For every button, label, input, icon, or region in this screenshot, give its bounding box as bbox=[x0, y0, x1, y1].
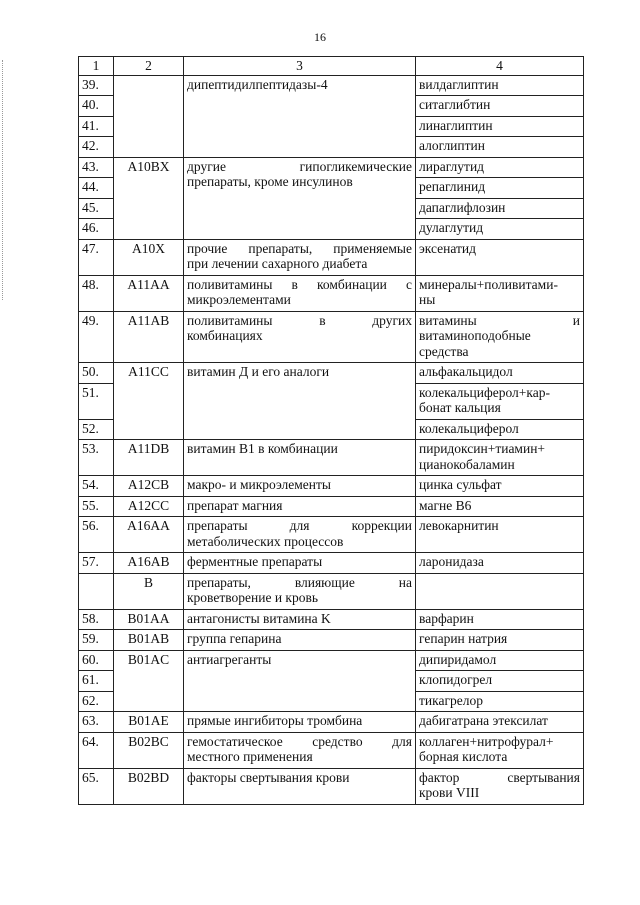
atc-code: A12CC bbox=[114, 496, 184, 517]
drug-name: линаглиптин bbox=[416, 116, 584, 137]
group-name: препарат магния bbox=[184, 496, 416, 517]
row-number: 39. bbox=[79, 75, 114, 96]
drug-name: дулаглутид bbox=[416, 219, 584, 240]
row-number: 52. bbox=[79, 419, 114, 440]
atc-code: A12CB bbox=[114, 476, 184, 497]
atc-code: A10BX bbox=[114, 157, 184, 239]
group-name: поливитамины в других комбинациях bbox=[184, 311, 416, 363]
table-row bbox=[79, 553, 584, 574]
drug-name: алоглиптин bbox=[416, 137, 584, 158]
group-name: дипептидилпептидазы-4 bbox=[184, 75, 416, 157]
row-number: 61. bbox=[79, 671, 114, 692]
column-header: 4 bbox=[416, 57, 584, 76]
header-row bbox=[79, 57, 584, 76]
row-number: 58. bbox=[79, 609, 114, 630]
table-row bbox=[79, 650, 584, 671]
row-number: 57. bbox=[79, 553, 114, 574]
table-row bbox=[79, 440, 584, 476]
drug-name: дабигатрана этексилат bbox=[416, 712, 584, 733]
drug-name: эксенатид bbox=[416, 239, 584, 275]
group-name: прочие препараты, применяемые при лечении сахарного диабета bbox=[184, 239, 416, 275]
table-row bbox=[79, 239, 584, 275]
table-row bbox=[79, 630, 584, 651]
drug-name: левокарнитин bbox=[416, 517, 584, 553]
table-row bbox=[79, 768, 584, 804]
table-row bbox=[79, 311, 584, 363]
group-name: макро- и микроэлементы bbox=[184, 476, 416, 497]
table-row bbox=[79, 517, 584, 553]
drug-name: альфакальцидол bbox=[416, 363, 584, 384]
table-row bbox=[79, 732, 584, 768]
row-number: 54. bbox=[79, 476, 114, 497]
row-number: 41. bbox=[79, 116, 114, 137]
group-name: препараты, влияющие на кроветворение и кровь bbox=[184, 573, 416, 609]
group-name: витамин Д и его аналоги bbox=[184, 363, 416, 440]
column-header: 1 bbox=[79, 57, 114, 76]
table-row bbox=[79, 496, 584, 517]
drug-name: дапаглифлозин bbox=[416, 198, 584, 219]
row-number: 56. bbox=[79, 517, 114, 553]
atc-code: B01AA bbox=[114, 609, 184, 630]
column-header: 2 bbox=[114, 57, 184, 76]
group-name: прямые ингибиторы тромбина bbox=[184, 712, 416, 733]
drug-name: колекальциферол bbox=[416, 419, 584, 440]
drug-table bbox=[78, 56, 584, 805]
atc-code bbox=[114, 75, 184, 157]
group-name: витамин B1 в комбинации bbox=[184, 440, 416, 476]
row-number: 44. bbox=[79, 178, 114, 199]
group-name: антиагреганты bbox=[184, 650, 416, 712]
table-row bbox=[79, 363, 584, 384]
table-row bbox=[79, 476, 584, 497]
row-number: 59. bbox=[79, 630, 114, 651]
group-name: факторы свертывания крови bbox=[184, 768, 416, 804]
row-number: 60. bbox=[79, 650, 114, 671]
row-number: 42. bbox=[79, 137, 114, 158]
group-name: поливитамины в комбинации с микроэлементами bbox=[184, 275, 416, 311]
row-number: 53. bbox=[79, 440, 114, 476]
atc-code: A16AA bbox=[114, 517, 184, 553]
row-number: 46. bbox=[79, 219, 114, 240]
drug-name: тикагрелор bbox=[416, 691, 584, 712]
margin-dots bbox=[2, 60, 4, 300]
row-number: 55. bbox=[79, 496, 114, 517]
row-number: 64. bbox=[79, 732, 114, 768]
row-number: 47. bbox=[79, 239, 114, 275]
drug-name: репаглинид bbox=[416, 178, 584, 199]
drug-name: варфарин bbox=[416, 609, 584, 630]
drug-name: пиридоксин+тиамин+ цианокобаламин bbox=[416, 440, 584, 476]
row-number: 43. bbox=[79, 157, 114, 178]
drug-name: ларонидаза bbox=[416, 553, 584, 574]
atc-code: A11CC bbox=[114, 363, 184, 440]
atc-code: B01AB bbox=[114, 630, 184, 651]
row-number bbox=[79, 573, 114, 609]
row-number: 65. bbox=[79, 768, 114, 804]
atc-code: B01AC bbox=[114, 650, 184, 712]
atc-code: A16AB bbox=[114, 553, 184, 574]
table-row bbox=[79, 157, 584, 178]
drug-name: фактор свертывания крови VIII bbox=[416, 768, 584, 804]
drug-name: ситаглибтин bbox=[416, 96, 584, 117]
page-number: 16 bbox=[314, 30, 326, 44]
drug-name: минералы+поливитами- ны bbox=[416, 275, 584, 311]
row-number: 62. bbox=[79, 691, 114, 712]
group-name: другие гипогликемические препараты, кроме инсулинов bbox=[184, 157, 416, 239]
drug-name: витамины и витаминоподобные средства bbox=[416, 311, 584, 363]
drug-name: коллаген+нитрофурал+ борная кислота bbox=[416, 732, 584, 768]
row-number: 50. bbox=[79, 363, 114, 384]
atc-code: A11AB bbox=[114, 311, 184, 363]
drug-name: дипиридамол bbox=[416, 650, 584, 671]
atc-code: A11DB bbox=[114, 440, 184, 476]
row-number: 63. bbox=[79, 712, 114, 733]
table-row bbox=[79, 75, 584, 96]
group-name: гемостатическое средство для местного применения bbox=[184, 732, 416, 768]
atc-code: B bbox=[114, 573, 184, 609]
table-row bbox=[79, 275, 584, 311]
atc-code: B02BD bbox=[114, 768, 184, 804]
group-name: ферментные препараты bbox=[184, 553, 416, 574]
column-header: 3 bbox=[184, 57, 416, 76]
group-name: препараты для коррекции метаболических процессов bbox=[184, 517, 416, 553]
row-number: 40. bbox=[79, 96, 114, 117]
group-name: группа гепарина bbox=[184, 630, 416, 651]
atc-code: B02BC bbox=[114, 732, 184, 768]
drug-name: цинка сульфат bbox=[416, 476, 584, 497]
drug-name: вилдаглиптин bbox=[416, 75, 584, 96]
atc-code: A11AA bbox=[114, 275, 184, 311]
drug-name: клопидогрел bbox=[416, 671, 584, 692]
atc-code: A10X bbox=[114, 239, 184, 275]
drug-name: магне B6 bbox=[416, 496, 584, 517]
drug-name: лираглутид bbox=[416, 157, 584, 178]
table-row bbox=[79, 712, 584, 733]
drug-name: гепарин натрия bbox=[416, 630, 584, 651]
row-number: 48. bbox=[79, 275, 114, 311]
drug-name: колекальциферол+кар- бонат кальция bbox=[416, 383, 584, 419]
drug-name bbox=[416, 573, 584, 609]
row-number: 49. bbox=[79, 311, 114, 363]
row-number: 51. bbox=[79, 383, 114, 419]
group-name: антагонисты витамина K bbox=[184, 609, 416, 630]
table-row bbox=[79, 609, 584, 630]
atc-code: B01AE bbox=[114, 712, 184, 733]
section-row bbox=[79, 573, 584, 609]
row-number: 45. bbox=[79, 198, 114, 219]
